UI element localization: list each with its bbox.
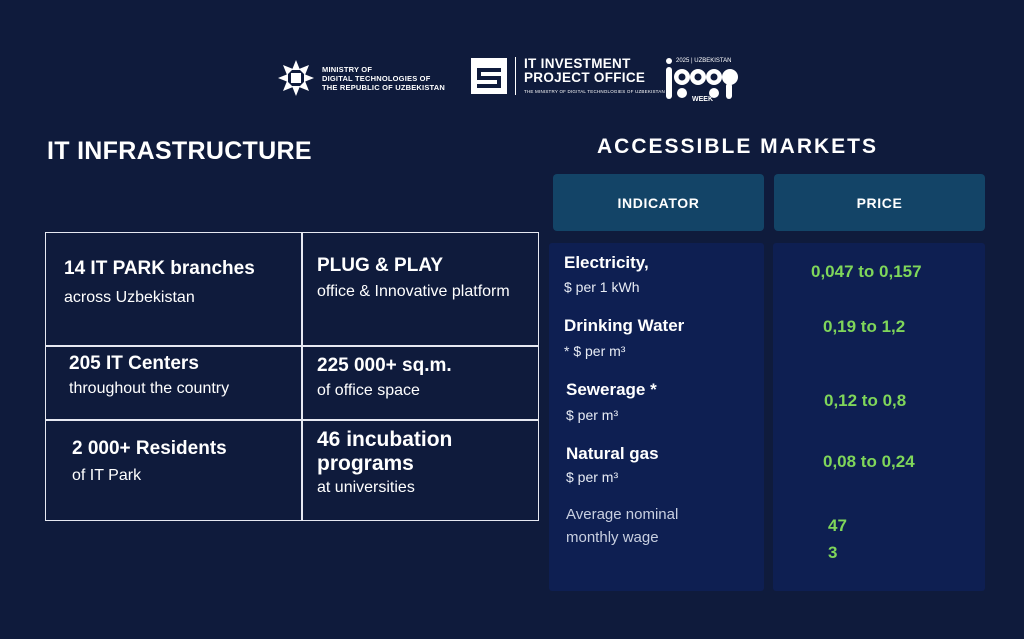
infrastructure-grid: [45, 232, 539, 521]
price-value: 0,047 to 0,157: [811, 262, 922, 281]
infra-cell-title: 14 IT PARK branches: [64, 258, 255, 279]
indicator-unit: $ per m³: [566, 469, 619, 485]
infra-cell-subtitle: of office space: [317, 382, 420, 399]
itipo-logo-text: IT INVESTMENT PROJECT OFFICE THE MINISTRY OF DIGITAL TECHNOLOGIES OF UZBEKISTAN: [524, 56, 665, 94]
price-value: 0,12 to 0,8: [824, 391, 907, 410]
indicator-name: Electricity,: [564, 253, 649, 272]
ict-week-logo: [664, 55, 740, 105]
price-value: 0,08 to 0,24: [823, 452, 915, 471]
ministry-logo: [276, 58, 445, 98]
grid-divider-vertical: [301, 233, 303, 520]
indicator-name: Natural gas: [566, 444, 659, 463]
infra-cell-title: 2 000+ Residents: [72, 438, 227, 459]
infra-cell-title: 205 IT Centers: [69, 353, 199, 374]
infra-cell-subtitle: of IT Park: [72, 467, 142, 484]
grid-divider-row2: [46, 419, 538, 421]
grid-divider-row1: [46, 345, 538, 347]
price-column-header: PRICE: [774, 174, 985, 231]
infra-cell-title: 46 incubation programs: [317, 428, 453, 475]
infra-cell-subtitle: across Uzbekistan: [64, 289, 195, 306]
logo-divider: [515, 57, 516, 95]
ministry-logo-text: MINISTRY OF DIGITAL TECHNOLOGIES OF THE REPUBLIC OF UZBEKISTAN: [322, 64, 445, 92]
indicator-panel: [549, 243, 764, 591]
indicator-name: Average nominal monthly wage: [566, 506, 679, 546]
indicator-column-header: INDICATOR: [553, 174, 764, 231]
infra-cell-subtitle: office & Innovative platform: [317, 283, 510, 300]
infra-cell-subtitle: at universities: [317, 479, 415, 496]
indicator-name: Sewerage *: [566, 380, 657, 399]
indicator-unit: * $ per m³: [564, 343, 626, 359]
infra-cell-title: PLUG & PLAY: [317, 255, 443, 276]
accessible-markets-title: ACCESSIBLE MARKETS: [597, 135, 879, 158]
itipo-square-icon: [471, 58, 507, 94]
indicator-unit: $ per m³: [566, 407, 619, 423]
price-value: 0,19 to 1,2: [823, 317, 906, 336]
price-value: 47 3: [828, 516, 847, 562]
week-logo-top-text: 2025 | UZBEKISTAN: [676, 58, 732, 64]
it-investment-logo: [471, 57, 665, 95]
ministry-star-icon: [276, 58, 316, 98]
infra-cell-subtitle: throughout the country: [69, 380, 230, 397]
week-logo-bottom-text: WEEK: [692, 96, 713, 103]
infra-cell-title: 225 000+ sq.m.: [317, 355, 452, 376]
price-panel: [773, 243, 985, 591]
indicator-name: Drinking Water: [564, 316, 685, 335]
it-infrastructure-title: IT INFRASTRUCTURE: [47, 137, 312, 165]
indicator-unit: $ per 1 kWh: [564, 279, 640, 295]
